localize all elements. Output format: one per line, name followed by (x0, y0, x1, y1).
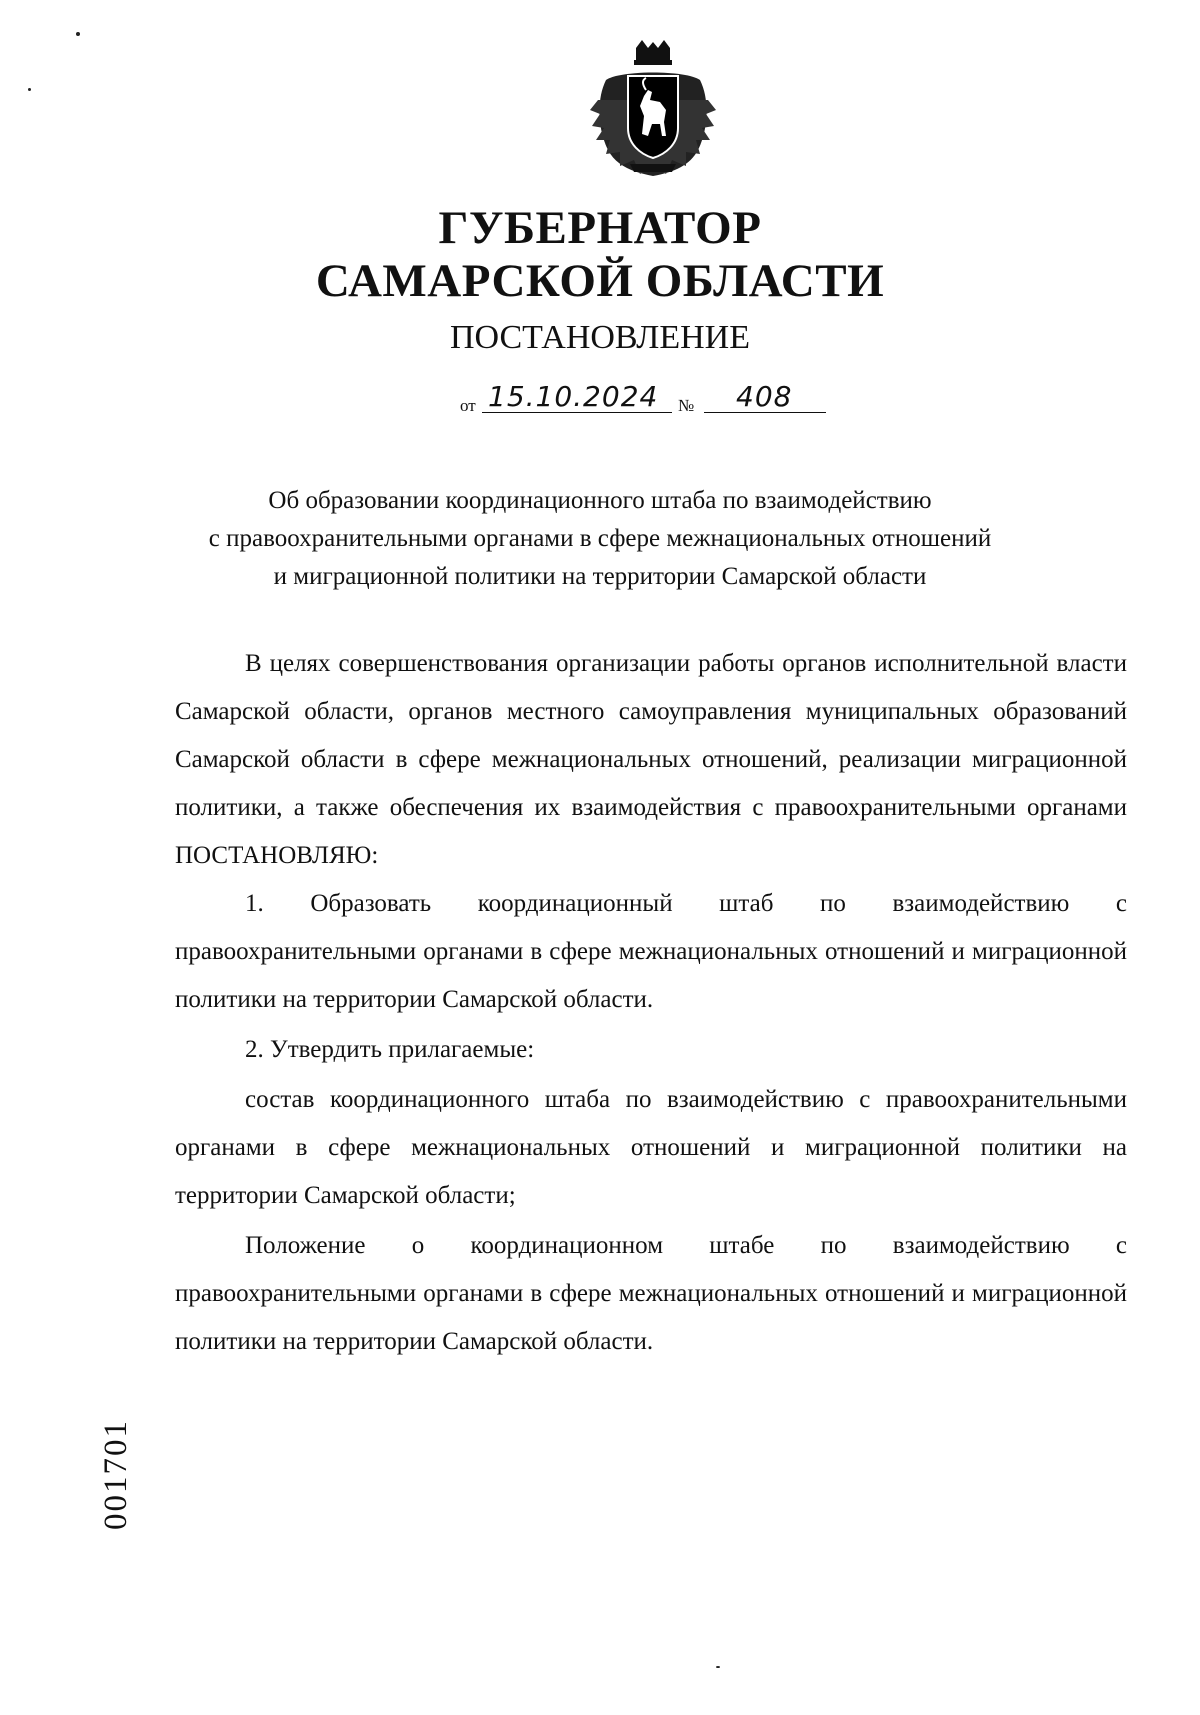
scan-speck (28, 88, 31, 91)
samara-coat-of-arms-icon (586, 40, 720, 180)
governor-title-line2: САМАРСКОЙ ОБЛАСТИ (315, 255, 885, 307)
number-prefix: № (678, 396, 695, 415)
handwritten-date: 15.10.2024 (488, 380, 659, 413)
handwritten-number: 408 (736, 380, 793, 413)
title-line: и миграционной политики на территории Самарской области (273, 563, 927, 590)
item-2-paragraph: 2. Утвердить прилагаемые: (245, 1036, 535, 1063)
document-type: ПОСТАНОВЛЕНИЕ (449, 319, 751, 356)
item-2a-paragraph: состав координационного штаба по взаимодействию с правоохранительными органами в сфере межнациональных отношений и миграционной политики на территории Самарской области; (175, 1086, 1127, 1209)
document-body (175, 640, 1127, 1366)
document-title (0, 482, 1200, 596)
title-line: Об образовании координационного штаба по взаимодействию (268, 487, 932, 514)
scan-speck (716, 1666, 720, 1668)
governor-title-line1: ГУБЕРНАТОР (438, 202, 762, 254)
item-2b-paragraph: Положение о координационном штабе по взаимодействию с правоохранительными органами в сфере межнациональных отношений и миграционной политики на территории Самарской области. (175, 1232, 1127, 1355)
date-prefix: от (460, 396, 476, 415)
scan-speck (76, 32, 80, 36)
registration-side-number: 001701 (98, 1419, 134, 1530)
title-line: с правоохранительными органами в сфере межнациональных отношений (208, 525, 992, 552)
decree-word: ПОСТАНОВЛЯЮ: (175, 842, 379, 869)
preamble-paragraph: В целях совершенствования организации работы органов исполнительной власти Самарской области, органов местного самоуправления муниципальных образований Самарской области в сфере межнациональных отношений, реализации миграционной политики, а также обеспечения их взаимодействия с правоохранительными органами (175, 650, 1127, 821)
item-1-paragraph: 1. Образовать координационный штаб по взаимодействию с правоохранительными органами в сфере межнациональных отношений и миграционной политики на территории Самарской области. (175, 890, 1127, 1013)
